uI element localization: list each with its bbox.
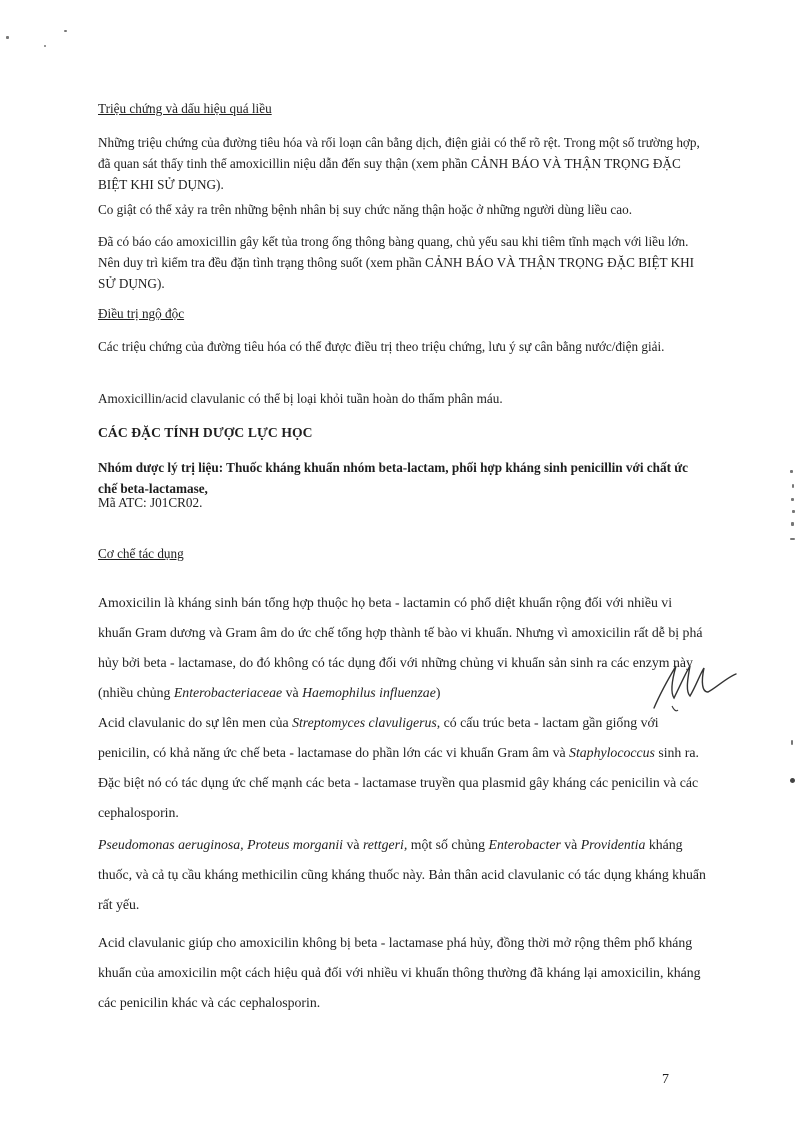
mechanism-paragraph-resistance: Pseudomonas aeruginosa, Proteus morganii và rettgeri, một số chủng Enterobacter và Providentia kháng thuốc, và cả tụ cầu kháng methicilin cũng kháng thuốc này. Bản thân acid clavulanic có tác dụng kháng khuẩn rất yếu.	[98, 837, 706, 912]
subheading-overdose-symptoms: Triệu chứng và dấu hiệu quá liều	[98, 101, 272, 116]
mechanism-paragraph-clavulanic: Acid clavulanic do sự lên men của Streptomyces clavuligerus, có cấu trúc beta - lactam gần giống với penicilin, có khả năng ức chế beta - lactamase do phần lớn các vi khuẩn Gram âm và Staphylococcus sinh ra. Đặc biệt nó có tác dụng ức chế mạnh các beta - lactamase truyền qua plasmid gây kháng các penicilin và các cephalosporin.	[98, 715, 699, 820]
paragraph-hemodialysis: Amoxicillin/acid clavulanic có thể bị loại khỏi tuần hoàn do thẩm phân máu.	[98, 391, 503, 406]
mechanism-paragraph-amoxicilin: Amoxicilin là kháng sinh bán tổng hợp thuộc họ beta - lactamin có phổ diệt khuẩn rộng đối với nhiều vi khuẩn Gram dương và Gram âm do ức chế tổng hợp thành tế bào vi khuẩn. Nhưng vì amoxicilin rất dễ bị phá hủy bởi beta - lactamase, do đó không có tác dụng đối với những chủng vi khuẩn sản sinh ra các enzym này (nhiều chủng Enterobacteriaceae và Haemophilus influenzae)	[98, 595, 703, 700]
page-number: 7	[662, 1072, 669, 1087]
mechanism-paragraph-spectrum: Acid clavulanic giúp cho amoxicilin không bị beta - lactamase phá hủy, đồng thời mở rộng thêm phổ kháng khuẩn của amoxicilin một cách hiệu quả đối với nhiều vi khuẩn thông thường đã kháng lại amoxicilin, kháng các penicilin khác và các cephalosporin.	[98, 935, 701, 1010]
subheading-mechanism: Cơ chế tác dụng	[98, 546, 184, 561]
scan-speck	[44, 45, 46, 47]
scan-speck	[64, 30, 67, 32]
scan-speck	[790, 538, 795, 540]
scan-speck	[791, 498, 794, 501]
scan-speck	[790, 778, 795, 783]
scan-speck	[792, 510, 795, 513]
scan-speck	[6, 36, 9, 39]
pharmacotherapeutic-group: Nhóm dược lý trị liệu: Thuốc kháng khuẩn nhóm beta-lactam, phối hợp kháng sinh penicillin với chất ức chế beta-lactamase,	[98, 460, 689, 496]
section-heading-pharmacodynamics: CÁC ĐẶC TÍNH DƯỢC LỰC HỌC	[98, 425, 313, 440]
scan-speck	[791, 522, 794, 526]
atc-code: Mã ATC: J01CR02.	[98, 495, 203, 510]
paragraph-seizures: Co giật có thể xảy ra trên những bệnh nhân bị suy chức năng thận hoặc ở những người dùng liều cao.	[98, 202, 633, 217]
scan-speck	[792, 484, 794, 488]
paragraph-catheter: Đã có báo cáo amoxicillin gây kết tủa trong ống thông bàng quang, chủ yếu sau khi tiêm tĩnh mạch với liều lớn. Nên duy trì kiểm tra đều đặn tình trạng thông suốt (xem phần CẢNH BÁO VÀ THẬN TRỌNG ĐẶC BIỆT KHI SỬ DỤNG).	[98, 234, 695, 291]
scan-speck	[790, 470, 793, 473]
paragraph-gi-treatment: Các triệu chứng của đường tiêu hóa có thể được điều trị theo triệu chứng, lưu ý sự cân bằng nước/điện giải.	[98, 339, 665, 354]
handwritten-signature	[650, 658, 740, 714]
subheading-poisoning-treatment: Điều trị ngộ độc	[98, 306, 185, 321]
scan-speck	[791, 740, 793, 745]
paragraph-overdose-gi: Những triệu chứng của đường tiêu hóa và rối loạn cân bằng dịch, điện giải có thể rõ rệt. Trong một số trường hợp, đã quan sát thấy tinh thể amoxicillin niệu dẫn đến suy thận (xem phần CẢNH BÁO VÀ THẬN TRỌNG ĐẶC BIỆT KHI SỬ DỤNG).	[98, 135, 700, 192]
